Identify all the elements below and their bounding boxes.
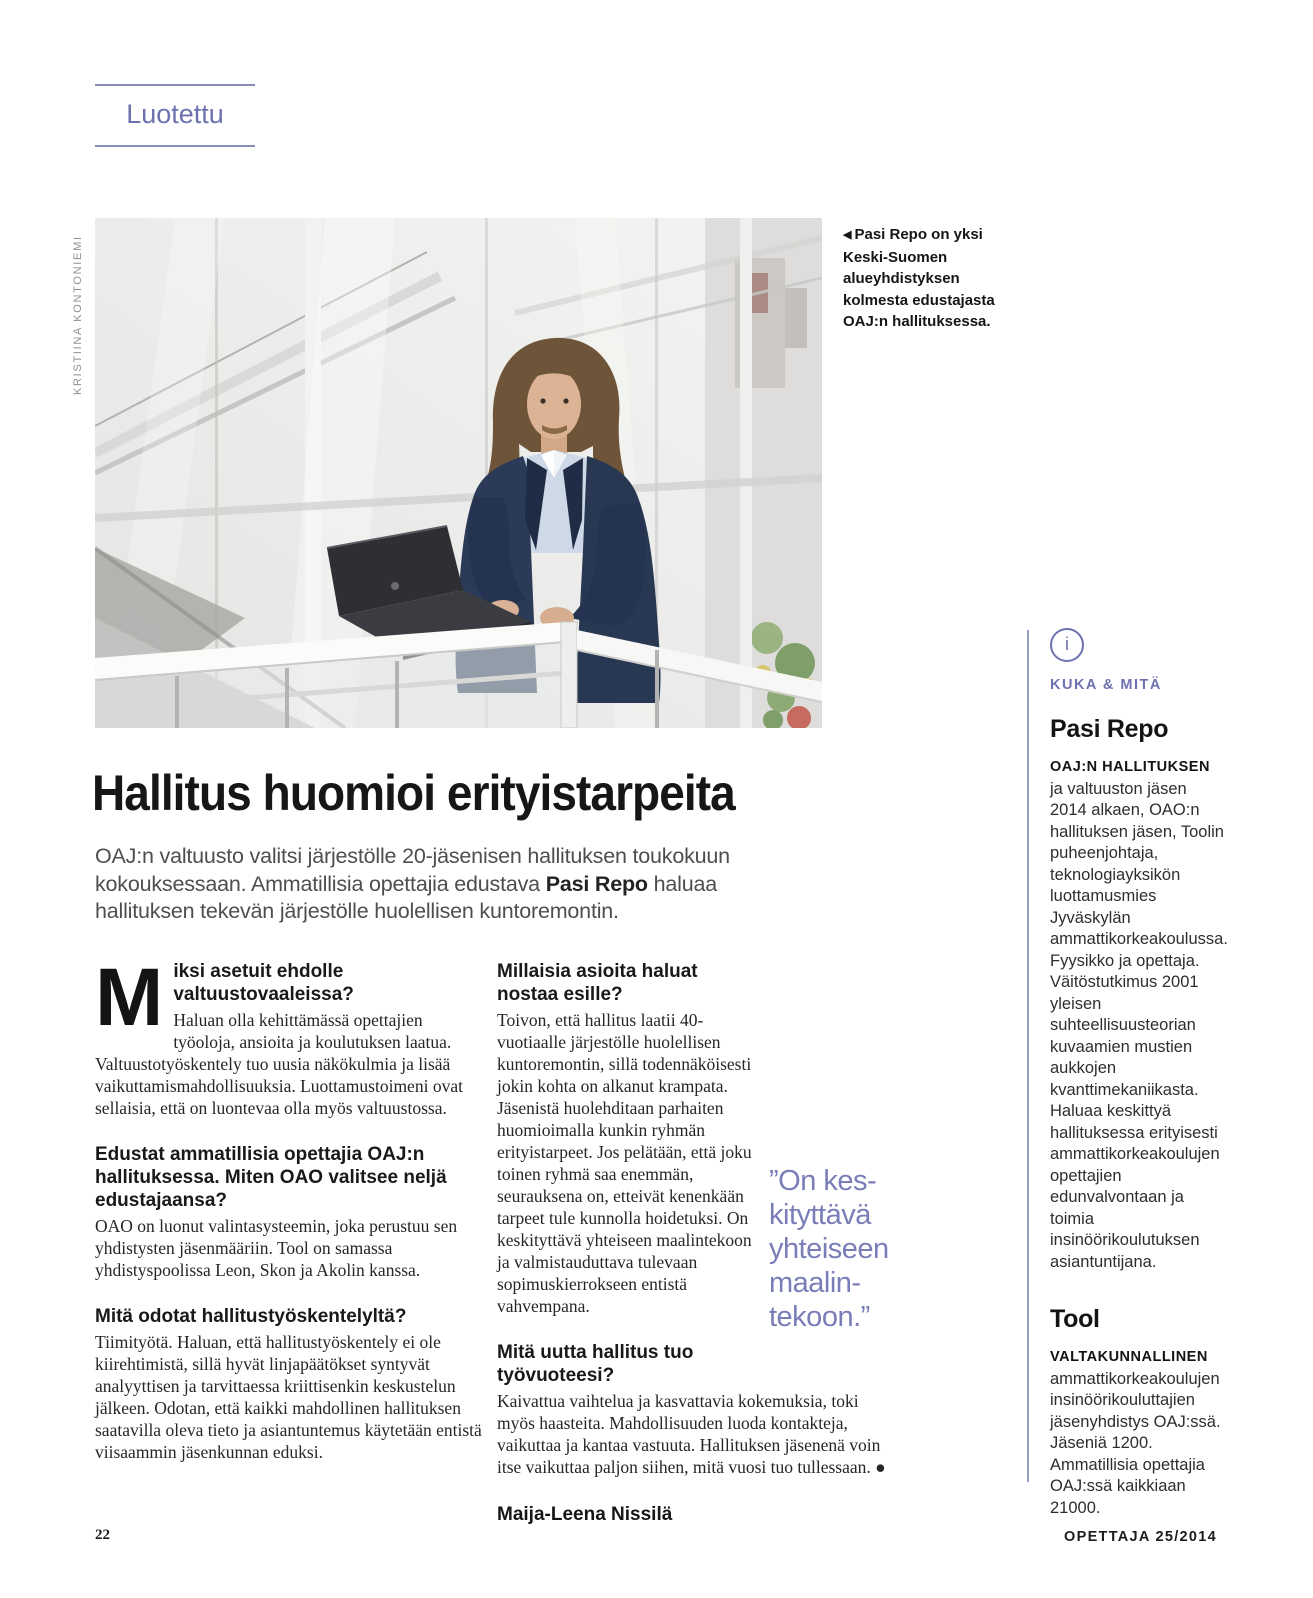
question-2: Edustat ammatillisia opettajia OAJ:n hallituksessa. Miten OAO valitsee neljä edustajaansa? [95, 1144, 447, 1211]
info-icon: i [1050, 628, 1084, 662]
author-byline: Maija-Leena Nissilä [497, 1504, 673, 1525]
pull-quote-line: yhteiseen [769, 1233, 889, 1265]
page-number: 22 [95, 1527, 110, 1543]
qa-block-1 [95, 952, 483, 1119]
section-kicker: Luotettu [95, 84, 255, 147]
photo-credit: KRISTIINA KONTONIEMI [72, 235, 84, 395]
article-lede [95, 843, 795, 926]
lede-part1: OAJ:n valtuusto valitsi järjestölle 20-jäsenisen hallituksen toukokuun kokouksessaan. Ammatillisia opettajia edustava [95, 844, 730, 896]
sidebar-text-tool [1050, 1346, 1225, 1519]
photo-caption-text: Pasi Repo on yksi Keski-Suomen alueyhdistyksen kolmesta edustajasta OAJ:n hallituksessa. [843, 226, 995, 330]
answer-5: Kaivattua vaihtelua ja kasvattavia kokemuksia, toki myös haasteita. Mahdollisuuden luoda kontakteja, vaikuttaa ja kantaa vastuuta. Hallituksen jäsenenä voin itse vaikuttaa paljon siihen, mitä vuosi tuo tullessaan. ● [497, 1391, 886, 1477]
info-sidebar [1050, 628, 1228, 1519]
body-column-middle [497, 960, 887, 1526]
qa-block-2 [95, 1143, 483, 1281]
answer-2: OAO on luonut valintasysteemin, joka perustuu sen yhdistysten jäsenmääriin. Tool on samassa yhdistyspoolissa Leon, Skon ja Akolin kanssa. [95, 1216, 458, 1280]
answer-3: Tiimityötä. Haluan, että hallitustyöskentely ei ole kiirehtimistä, sillä hyvät linjapäätökset syntyvät analyyttisen ja tarvittaessa kriittisenkin keskustelun jälkeen. Odotan, että kaikki mahdollinen hallituksen saatavilla oleva tieto ja asiantuntemus käytetään entistä viisaammin jäsenkunnan eduksi. [95, 1332, 482, 1462]
answer-4: Toivon, että hallitus laatii 40-vuotiaalle järjestölle huolellisen kuntoremontin, sillä todennäköisesti jokin kohta on alkanut krampata. Jäsenistä huolehditaan parhaiten huomioimalla kunkin ryhmän erityistarpeet. Jos pelätään, että joku toinen ryhmä saa enemmän, seurauksena on, etteivät kenenkään tarpeet tule kunnolla hoidetuksi. On keskityttävä yhteiseen maalintekoon ja valmistauduttava tulevaan sopimuskierrokseen entistä vahvempana. [497, 1010, 752, 1316]
issue-label: OPETTAJA 25/2014 [1064, 1529, 1217, 1545]
photo-illustration [95, 218, 822, 728]
sidebar-title-pasi-repo: Pasi Repo [1050, 715, 1169, 743]
question-4: Millaisia asioita haluat nostaa esille? [497, 961, 698, 1005]
article-headline [92, 764, 852, 822]
caption-arrow-icon: ◀ [843, 229, 852, 241]
sidebar-leadin: VALTAKUNNALLINEN [1050, 1349, 1208, 1365]
article-photo [95, 218, 822, 728]
sidebar-body: ja valtuuston jäsen 2014 alkaen, OAO:n hallituksen jäsen, Toolin puheenjohtaja, teknologiayksikön luottamusmies Jyväskylän ammattikorkeakoulussa. Fyysikko ja opettaja. Väitöstutkimus 2001 yleisen suhteellisuusteorian kuvaamien mustien aukkojen kvanttimekaniikasta. Haluaa keskittyä hallituksessa erityisesti ammattikorkeakoulujen opettajien edunvalvontaan ja toimia insinöörikoulutuksen asiantuntijana. [1050, 779, 1228, 1271]
qa-block-5 [497, 1341, 887, 1478]
sidebar-title-tool: Tool [1050, 1305, 1100, 1333]
pull-quote [769, 1164, 921, 1334]
pull-quote-line: maalin- [769, 1267, 861, 1299]
answer-1: Haluan olla kehittämässä opettajien työoloja, ansioita ja koulutuksen laatua. Valtuustotyöskentely tuo uusia näkökulmia ja lisää vaikuttamismahdollisuuksia. Luottamustoimeni ovat sellaisia, että on luontevaa olla myös valtuustossa. [95, 1010, 463, 1118]
sidebar-kicker: KUKA & MITÄ [1050, 677, 1162, 693]
question-1: iksi asetuit ehdolle valtuustovaaleissa? [173, 961, 354, 1005]
photo-caption [843, 224, 1011, 333]
sidebar-rule [1027, 630, 1029, 1482]
sidebar-leadin: OAJ:N HALLITUKSEN [1050, 759, 1210, 775]
sidebar-body: ammattikorkeakoulujen insinöörikouluttajien jäsenyhdistys OAJ:ssä. Jäseniä 1200. Ammatillisia opettajia OAJ:ssä kaikkiaan 21000. [1050, 1369, 1221, 1517]
pull-quote-line: kityttävä [769, 1199, 871, 1231]
question-3: Mitä odotat hallitustyöskentelyltä? [95, 1306, 407, 1327]
lede-part2: haluaa hallituksen tekevän järjestölle huolellisen kuntoremontin. [95, 871, 718, 923]
body-column-left [95, 952, 483, 1487]
sidebar-text-pasi-repo [1050, 756, 1228, 1273]
article-headline-text: Hallitus huomioi erityistarpeita [92, 765, 735, 821]
qa-block-3 [95, 1305, 483, 1463]
drop-cap: M [95, 952, 164, 1043]
pull-quote-line: ”On kes- [769, 1165, 877, 1197]
lede-bold-name: Pasi Repo [545, 871, 648, 896]
question-5: Mitä uutta hallitus tuo työvuoteesi? [497, 1342, 694, 1386]
pull-quote-line: tekoon.” [769, 1301, 870, 1333]
